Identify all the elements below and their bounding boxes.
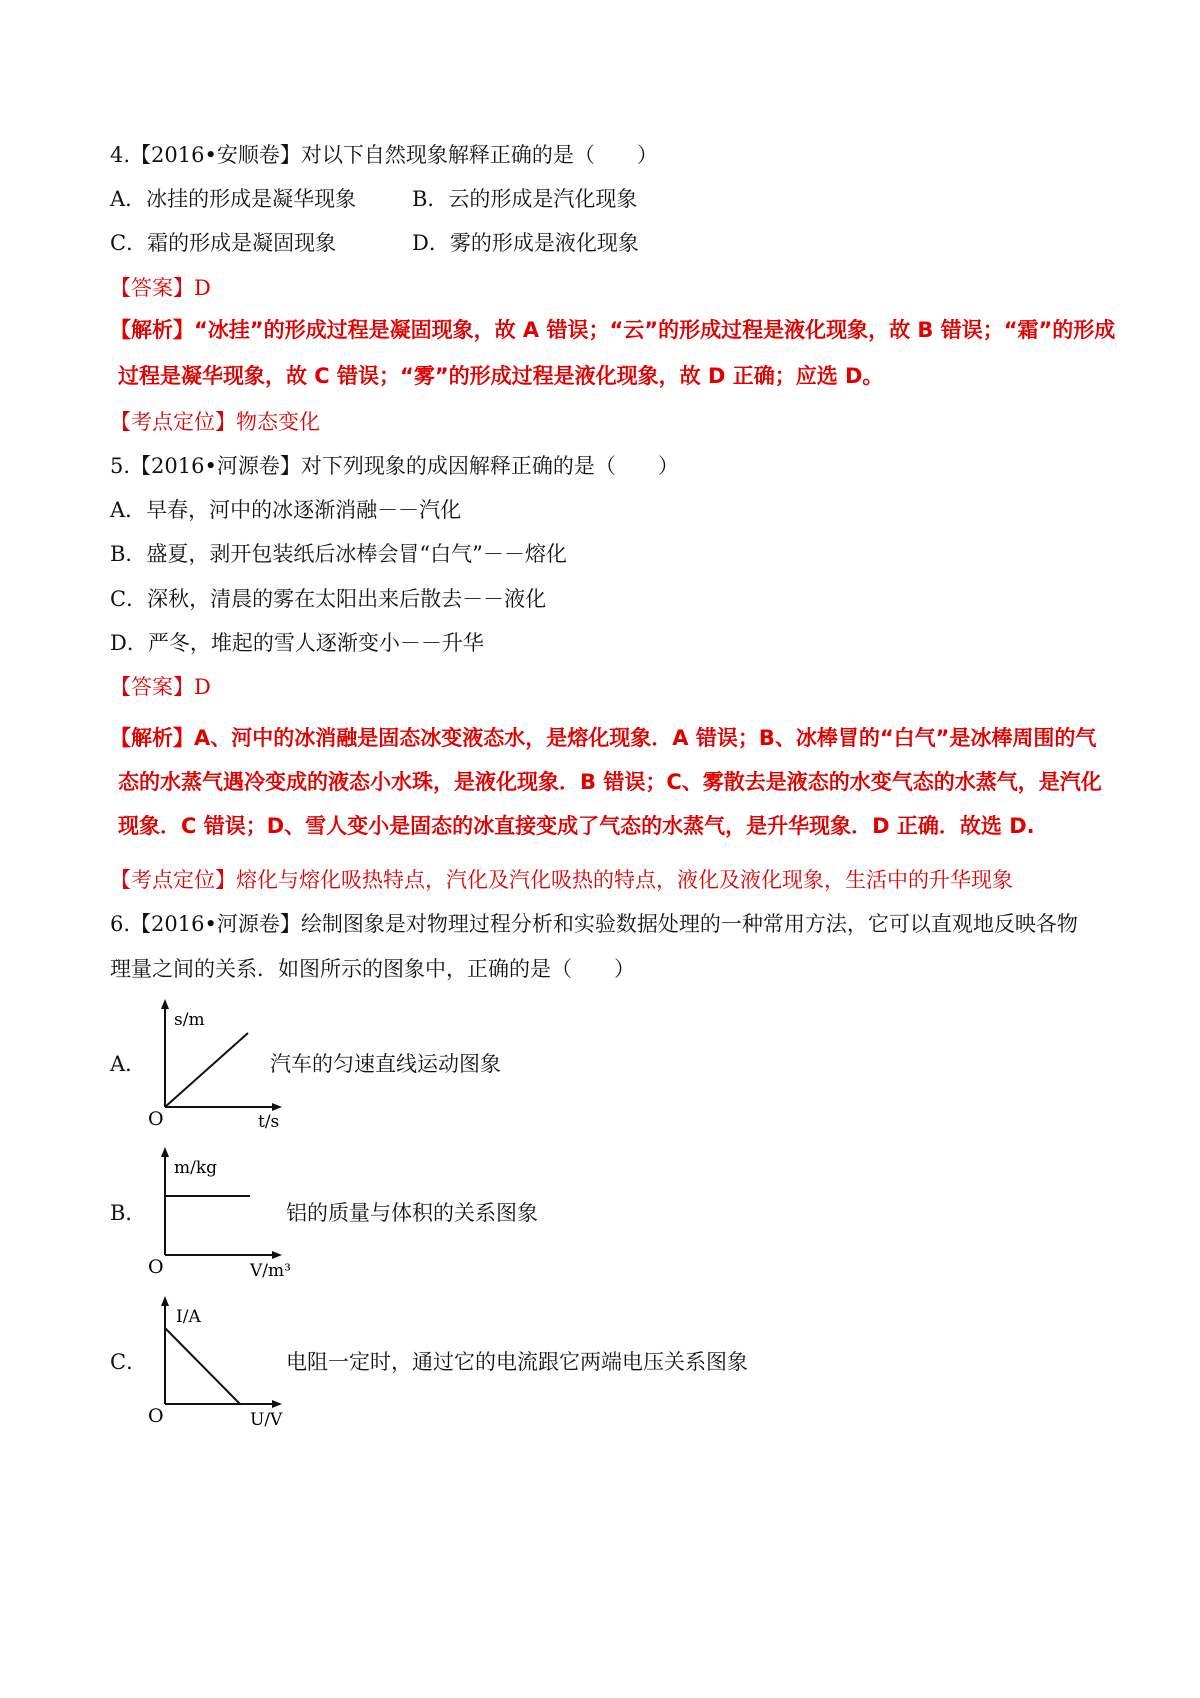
- q6-option-c-caption: 电阻一定时，通过它的电流跟它两端电压关系图象: [286, 1350, 748, 1374]
- q6-option-c: [110, 1292, 1010, 1432]
- q4-explanation-line-2: 过程是凝华现象，故 C 错误；“雾”的形成过程是液化现象，故 D 正确；应选 D。: [118, 364, 884, 388]
- q5-option-b: B．盛夏，剥开包装纸后冰棒会冒“白气”－－熔化: [110, 542, 567, 566]
- q6-graph-a-xlabel: t/s: [258, 1112, 280, 1132]
- q6-option-a-letter: A．: [110, 1052, 147, 1076]
- q6-graph-a-origin: O: [148, 1108, 164, 1130]
- q6-option-c-letter: C．: [110, 1350, 148, 1374]
- q6-stem-line-1: 6.【2016•河源卷】绘制图象是对物理过程分析和实验数据处理的一种常用方法，它可以直观地反映各物: [110, 912, 1078, 936]
- q5-explanation-line-1: 【解析】A、河中的冰消融是固态冰变液态水，是熔化现象．A 错误；B、冰棒冒的“白气”是冰棒周围的气: [110, 726, 1097, 750]
- q6-stem-line-2: 理量之间的关系．如图所示的图象中，正确的是（ ）: [110, 957, 635, 981]
- q6-graph-b-ylabel: m/kg: [174, 1158, 218, 1178]
- q5-answer: 【答案】D: [110, 675, 211, 699]
- q6-option-a: [110, 995, 1010, 1135]
- q4-stem: 4.【2016•安顺卷】对以下自然现象解释正确的是（ ）: [110, 143, 658, 167]
- q5-explanation-line-2: 态的水蒸气遇冷变成的液态小水珠，是液化现象．B 错误；C、雾散去是液态的水变气态的水蒸气，是汽化: [118, 770, 1102, 794]
- q6-option-b-caption: 铝的质量与体积的关系图象: [286, 1201, 538, 1225]
- q4-explanation-line-1: 【解析】“冰挂”的形成过程是凝固现象，故 A 错误；“云”的形成过程是液化现象，故 B 错误；“霜”的形成: [110, 318, 1116, 342]
- q5-option-d: D．严冬，堆起的雪人逐渐变小－－升华: [110, 631, 484, 655]
- q5-option-a: A．早春，河中的冰逐渐消融－－汽化: [110, 498, 462, 522]
- q6-graph-b: [130, 1143, 295, 1283]
- q4-answer: 【答案】D: [110, 276, 211, 300]
- q6-graph-c: [130, 1292, 295, 1432]
- q4-option-a: A．冰挂的形成是凝华现象: [110, 187, 357, 211]
- q5-explanation-line-3: 现象．C 错误；D、雪人变小是固态的冰直接变成了气态的水蒸气，是升华现象．D 正确．故选 D.: [118, 814, 1035, 838]
- q6-option-a-caption: 汽车的匀速直线运动图象: [270, 1052, 501, 1076]
- q6-graph-c-origin: O: [148, 1405, 164, 1427]
- q6-graph-b-origin: O: [148, 1256, 164, 1278]
- q4-option-d: D．雾的形成是液化现象: [412, 231, 639, 255]
- q4-option-c: C．霜的形成是凝固现象: [110, 231, 337, 255]
- q6-graph-a-ylabel: s/m: [174, 1010, 205, 1030]
- q6-option-b-letter: B．: [110, 1201, 147, 1225]
- q4-point: 【考点定位】物态变化: [110, 410, 320, 434]
- q6-graph-a: [130, 995, 290, 1135]
- q5-option-c: C．深秋，清晨的雾在太阳出来后散去－－液化: [110, 587, 547, 611]
- q6-graph-c-xlabel: U/V: [250, 1410, 283, 1430]
- q5-point: 【考点定位】熔化与熔化吸热特点，汽化及汽化吸热的特点，液化及液化现象，生活中的升华现象: [110, 868, 1013, 892]
- q4-option-b: B．云的形成是汽化现象: [412, 187, 638, 211]
- q6-graph-c-ylabel: I/A: [176, 1307, 201, 1327]
- q5-stem: 5.【2016•河源卷】对下列现象的成因解释正确的是（ ）: [110, 454, 679, 478]
- q6-option-b: [110, 1143, 1010, 1283]
- q6-graph-b-xlabel: V/m³: [250, 1261, 291, 1281]
